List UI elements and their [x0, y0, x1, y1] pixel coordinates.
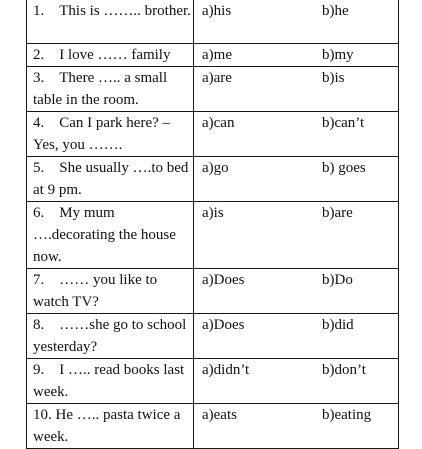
table-row [27, 67, 399, 112]
option-a: a)go [202, 160, 229, 176]
question-cell [27, 112, 194, 157]
option-a: a)his [202, 3, 232, 19]
table-row [27, 202, 399, 269]
table-row [27, 0, 399, 44]
question-cell [27, 359, 194, 404]
question-text: 6. My mum ….decorating the house now. [33, 205, 176, 265]
question-text: 4. Can I park here? – Yes, you ……. [33, 115, 171, 153]
option-a: a)Does [202, 272, 245, 288]
table-row [27, 157, 399, 202]
question-cell [27, 269, 194, 314]
option-b: b)is [322, 70, 345, 86]
options-cell [194, 314, 399, 359]
options-cell [194, 202, 399, 269]
question-text: 8. ……she go to school yesterday? [33, 317, 187, 355]
option-b: b)he [322, 3, 349, 19]
options-cell [194, 0, 399, 44]
question-text: 10. He ….. pasta twice a week. [33, 407, 181, 445]
option-b: b)eating [322, 407, 372, 423]
question-cell [27, 0, 194, 44]
question-cell [27, 44, 194, 67]
options-cell [194, 67, 399, 112]
option-b: b)don’t [322, 362, 366, 378]
options-cell [194, 44, 399, 67]
option-a: a)didn’t [202, 362, 250, 378]
option-b: b)Do [322, 272, 353, 288]
options-cell [194, 359, 399, 404]
table-row [27, 359, 399, 404]
options-cell [194, 404, 399, 449]
question-text: 2. I love …… family [33, 47, 171, 63]
table-row [27, 44, 399, 67]
options-cell [194, 269, 399, 314]
question-cell [27, 67, 194, 112]
option-a: a)can [202, 115, 235, 131]
option-a: a)are [202, 70, 232, 86]
option-a: a)Does [202, 317, 245, 333]
options-cell [194, 112, 399, 157]
question-cell [27, 202, 194, 269]
question-cell [27, 404, 194, 449]
option-b: b)my [322, 47, 354, 63]
option-a: a)me [202, 47, 232, 63]
question-text: 5. She usually ….to bed at 9 pm. [33, 160, 189, 198]
question-text: 7. …… you like to watch TV? [33, 272, 158, 310]
option-b: b)are [322, 205, 353, 221]
question-cell [27, 157, 194, 202]
question-text: 9. I ….. read books last week. [33, 362, 185, 400]
table-row [27, 404, 399, 449]
table-row [27, 314, 399, 359]
options-cell [194, 157, 399, 202]
option-b: b)did [322, 317, 354, 333]
option-b: b) goes [322, 160, 366, 176]
table-row [27, 269, 399, 314]
question-text: 3. There ….. a small table in the room. [33, 70, 168, 108]
option-a: a)is [202, 205, 224, 221]
question-text: 1. This is …….. brother. [33, 3, 191, 19]
table-row [27, 112, 399, 157]
grammar-quiz-table [26, 0, 399, 449]
option-b: b)can’t [322, 115, 365, 131]
question-cell [27, 314, 194, 359]
option-a: a)eats [202, 407, 237, 423]
